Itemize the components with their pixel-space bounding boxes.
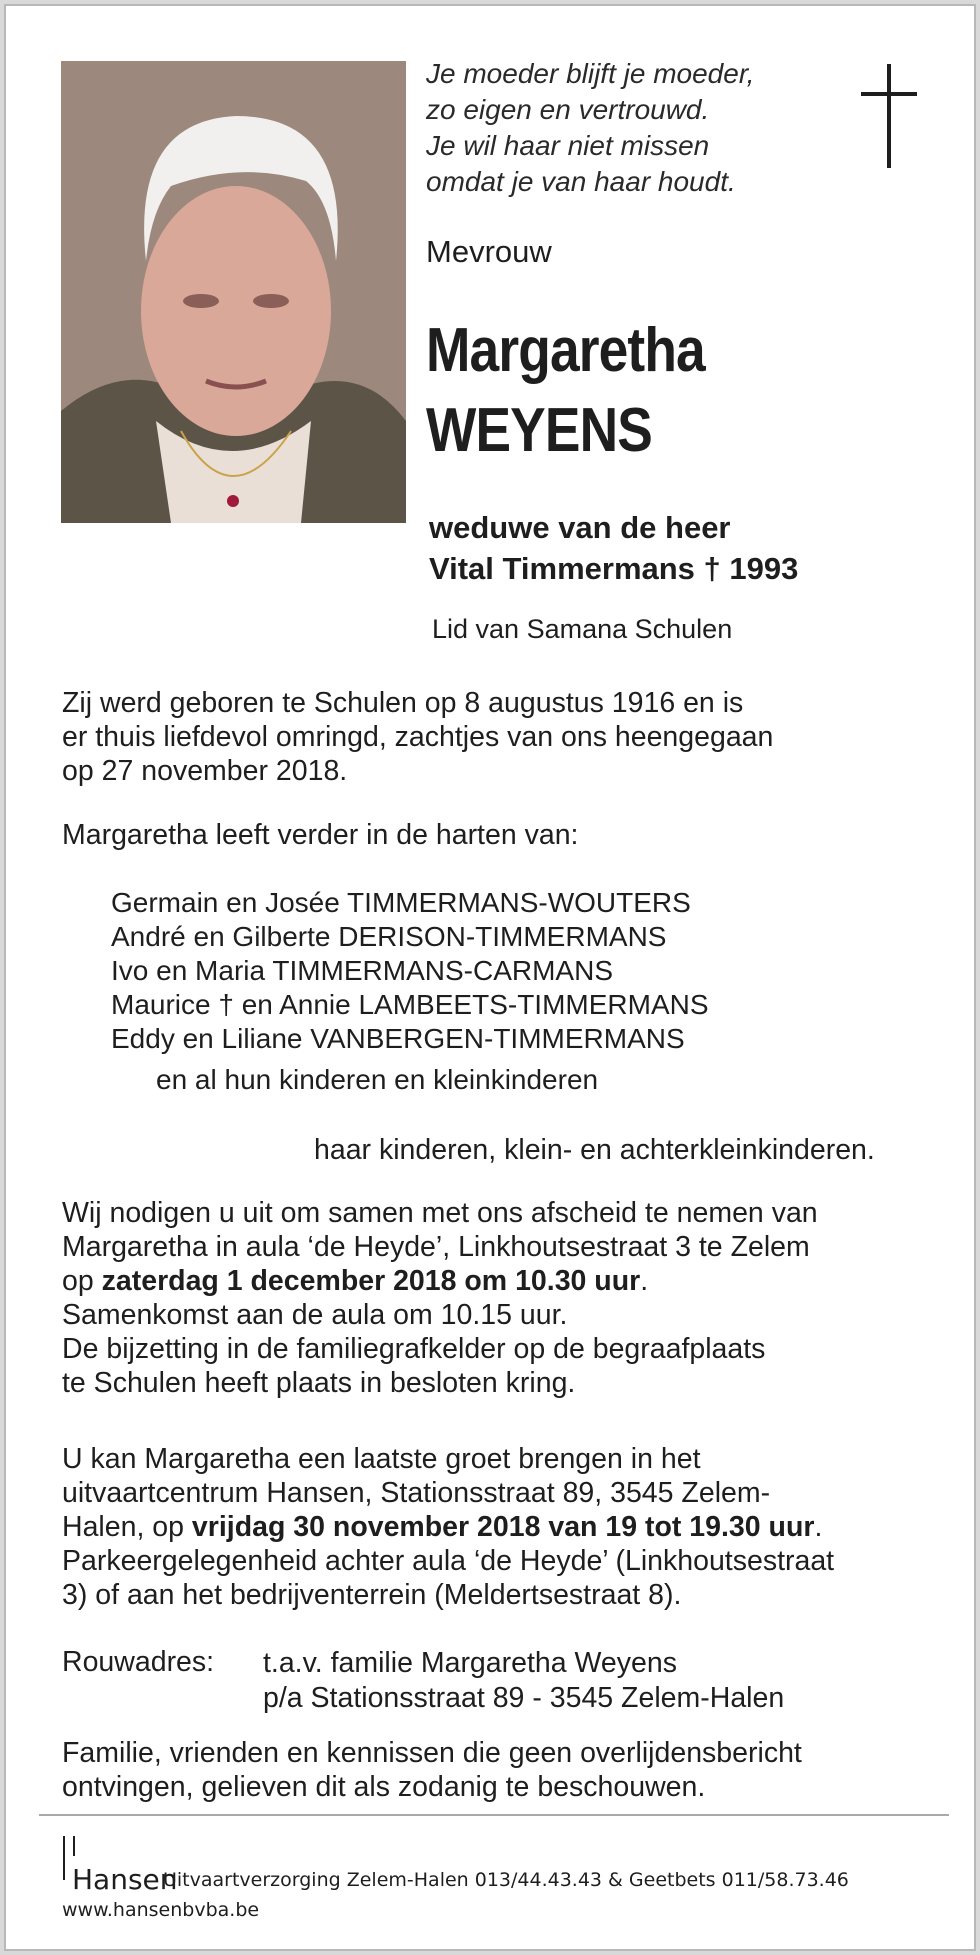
poem-line: Je moeder blijft je moeder, bbox=[426, 58, 755, 89]
funeral-home-info: Uitvaartverzorging Zelem-Halen 013/44.43.43 & Geetbets 011/58.73.46 bbox=[163, 1869, 849, 1891]
text-line: Margaretha in aula ‘de Heyde’, Linkhoutsestraat 3 te Zelem bbox=[62, 1231, 810, 1263]
family-member: Maurice † en Annie LAMBEETS-TIMMERMANS bbox=[111, 989, 709, 1020]
family-member: Ivo en Maria TIMMERMANS-CARMANS bbox=[111, 955, 614, 986]
visitation-paragraph bbox=[62, 1442, 942, 1612]
family-member: André en Gilberte DERISON-TIMMERMANS bbox=[111, 921, 667, 952]
text-fragment: op bbox=[62, 1265, 102, 1297]
closing-paragraph bbox=[62, 1736, 942, 1804]
last-name: WEYENS bbox=[426, 396, 652, 465]
text-line: Samenkomst aan de aula om 10.15 uur. bbox=[62, 1299, 568, 1331]
poem-line: zo eigen en vertrouwd. bbox=[426, 94, 710, 125]
text-fragment: Halen, op bbox=[62, 1511, 192, 1543]
widow-line: Vital Timmermans † 1993 bbox=[429, 551, 799, 586]
portrait-illustration bbox=[61, 61, 406, 523]
mourning-address-label: Rouwadres: bbox=[62, 1646, 215, 1678]
family-member: Germain en Josée TIMMERMANS-WOUTERS bbox=[111, 887, 691, 918]
website-link[interactable]: www.hansenbvba.be bbox=[62, 1899, 260, 1921]
text-fragment: . bbox=[814, 1511, 823, 1543]
obituary-card bbox=[4, 4, 976, 1951]
deceased-name bbox=[426, 311, 705, 471]
poem-line: omdat je van haar houdt. bbox=[426, 166, 736, 197]
text-line bbox=[62, 1264, 942, 1298]
family-signature: haar kinderen, klein- en achterkleinkinderen. bbox=[314, 1134, 875, 1166]
text-line: op 27 november 2018. bbox=[62, 755, 348, 787]
portrait-photo bbox=[61, 61, 406, 523]
honorific: Mevrouw bbox=[426, 234, 552, 269]
visitation-datetime: vrijdag 30 november 2018 van 19 tot 19.30 uur bbox=[191, 1511, 815, 1543]
text-fragment: . bbox=[640, 1265, 649, 1297]
mourning-address bbox=[263, 1646, 784, 1716]
widow-statement bbox=[429, 507, 798, 589]
text-line: U kan Margaretha een laatste groet brengen in het bbox=[62, 1443, 701, 1475]
address-line: p/a Stationsstraat 89 - 3545 Zelem-Halen bbox=[263, 1682, 785, 1714]
hansen-logo: Hansen bbox=[72, 1863, 178, 1896]
invitation-paragraph bbox=[62, 1196, 942, 1400]
text-line: te Schulen heeft plaats in besloten kring. bbox=[62, 1367, 576, 1399]
text-line: er thuis liefdevol omringd, zachtjes van ons heengegaan bbox=[62, 721, 774, 753]
membership: Lid van Samana Schulen bbox=[432, 614, 733, 644]
first-name: Margaretha bbox=[426, 316, 705, 385]
text-line: Wij nodigen u uit om samen met ons afscheid te nemen van bbox=[62, 1197, 818, 1229]
birth-paragraph bbox=[62, 686, 942, 788]
text-line bbox=[62, 1510, 942, 1544]
text-line: Zij werd geboren te Schulen op 8 augustus 1916 en is bbox=[62, 687, 744, 719]
divider bbox=[39, 1814, 949, 1816]
funeral-datetime: zaterdag 1 december 2018 om 10.30 uur bbox=[101, 1265, 641, 1297]
poem-line: Je wil haar niet missen bbox=[426, 130, 710, 161]
text-line: Familie, vrienden en kennissen die geen overlijdensbericht bbox=[62, 1737, 802, 1769]
family-member: Eddy en Liliane VANBERGEN-TIMMERMANS bbox=[111, 1023, 685, 1054]
lives-on-line: Margaretha leeft verder in de harten van: bbox=[62, 819, 579, 851]
poem bbox=[426, 56, 754, 200]
latin-cross-icon bbox=[861, 64, 917, 173]
text-line: ontvingen, gelieven dit als zodanig te beschouwen. bbox=[62, 1771, 706, 1803]
address-line: t.a.v. familie Margaretha Weyens bbox=[263, 1647, 677, 1679]
grandchildren-line: en al hun kinderen en kleinkinderen bbox=[156, 1064, 599, 1095]
text-line: 3) of aan het bedrijventerrein (Meldertsestraat 8). bbox=[62, 1579, 682, 1611]
text-line: Parkeergelegenheid achter aula ‘de Heyde’ (Linkhoutsestraat bbox=[62, 1545, 835, 1577]
text-line: uitvaartcentrum Hansen, Stationsstraat 89, 3545 Zelem- bbox=[62, 1477, 771, 1509]
family-list bbox=[111, 886, 709, 1056]
text-line: De bijzetting in de familiegrafkelder op de begraafplaats bbox=[62, 1333, 766, 1365]
widow-line: weduwe van de heer bbox=[429, 510, 731, 545]
